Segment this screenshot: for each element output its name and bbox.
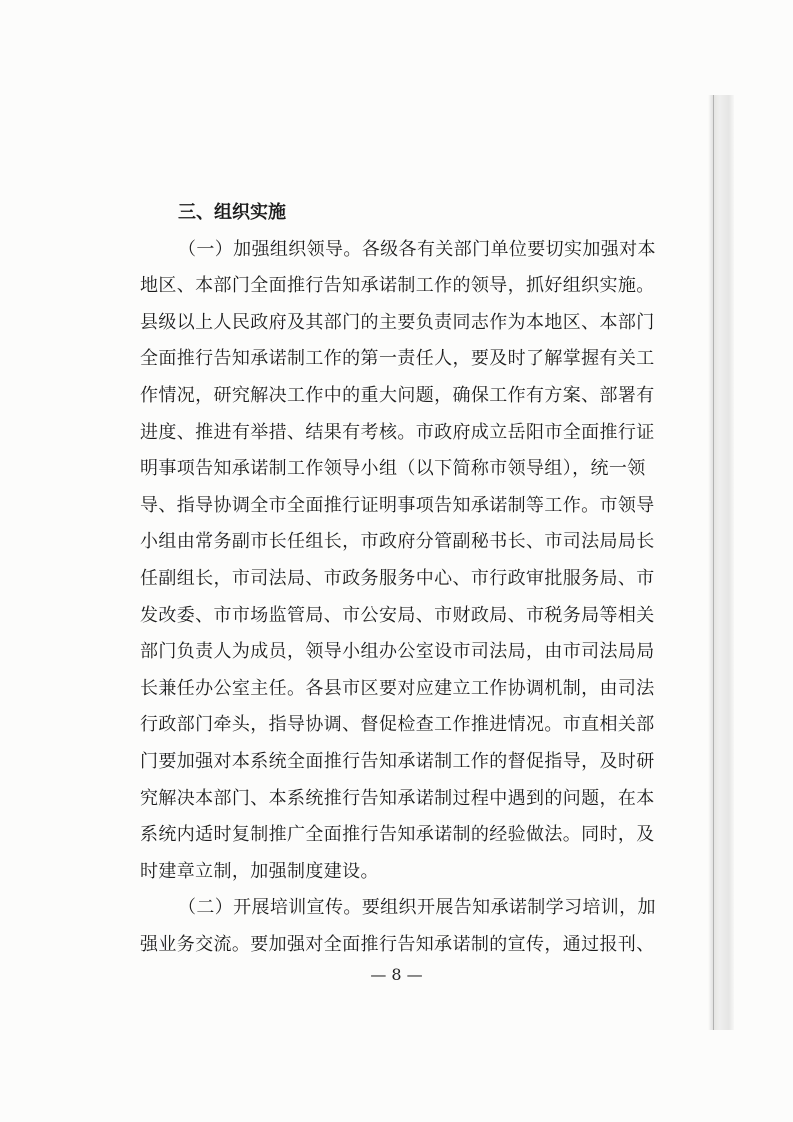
text-line: 究解决本部门、本系统推行告知承诺制过程中遇到的问题，在本 — [140, 787, 655, 809]
text-line: 系统内适时复制推广全面推行告知承诺制的经验做法。同时，及 — [140, 824, 655, 846]
text-line: 行政部门牵头，指导协调、督促检查工作推进情况。市直相关部 — [140, 714, 655, 736]
scan-edge-line — [713, 95, 714, 1030]
text-line: 小组由常务副市长任组长，市政府分管副秘书长、市司法局局长 — [140, 531, 655, 553]
paragraph-training-publicity — [140, 890, 670, 963]
text-line: 地区、本部门全面推行告知承诺制工作的领导，抓好组织实施。 — [140, 275, 655, 297]
text-line: 县级以上人民政府及其部门的主要负责同志作为本地区、本部门 — [140, 311, 655, 333]
scan-edge-shadow — [708, 95, 734, 1030]
text-line: 进度、推进有举措、结果有考核。市政府成立岳阳市全面推行证 — [140, 421, 655, 443]
text-line: 部门负责人为成员，领导小组办公室设市司法局，由市司法局局 — [140, 641, 655, 663]
text-line: 强业务交流。要加强对全面推行告知承诺制的宣传，通过报刊、 — [140, 933, 655, 955]
text-line: 任副组长，市司法局、市政务服务中心、市行政审批服务局、市 — [140, 567, 655, 589]
text-line: 时建章立制，加强制度建设。 — [140, 860, 379, 882]
text-line: 明事项告知承诺制工作领导小组（以下简称市领导组），统一领 — [140, 458, 646, 480]
document-body — [140, 195, 670, 963]
paragraph-organization-leadership — [140, 232, 670, 891]
text-line: 发改委、市市场监管局、市公安局、市财政局、市税务局等相关 — [140, 604, 655, 626]
text-line: 门要加强对本系统全面推行告知承诺制工作的督促指导，及时研 — [140, 750, 655, 772]
text-line: 全面推行告知承诺制工作的第一责任人，要及时了解掌握有关工 — [140, 348, 655, 370]
text-line: 作情况，研究解决工作中的重大问题，确保工作有方案、部署有 — [140, 384, 655, 406]
page-number: — 8 — — [370, 965, 423, 984]
section-heading: 三、组织实施 — [178, 202, 286, 223]
text-line: （一）加强组织领导。各级各有关部门单位要切实加强对本 — [178, 238, 656, 260]
text-line: （二）开展培训宣传。要组织开展告知承诺制学习培训，加 — [178, 897, 656, 919]
text-line: 导、指导协调全市全面推行证明事项告知承诺制等工作。市领导 — [140, 494, 655, 516]
text-line: 长兼任办公室主任。各县市区要对应建立工作协调机制，由司法 — [140, 677, 655, 699]
